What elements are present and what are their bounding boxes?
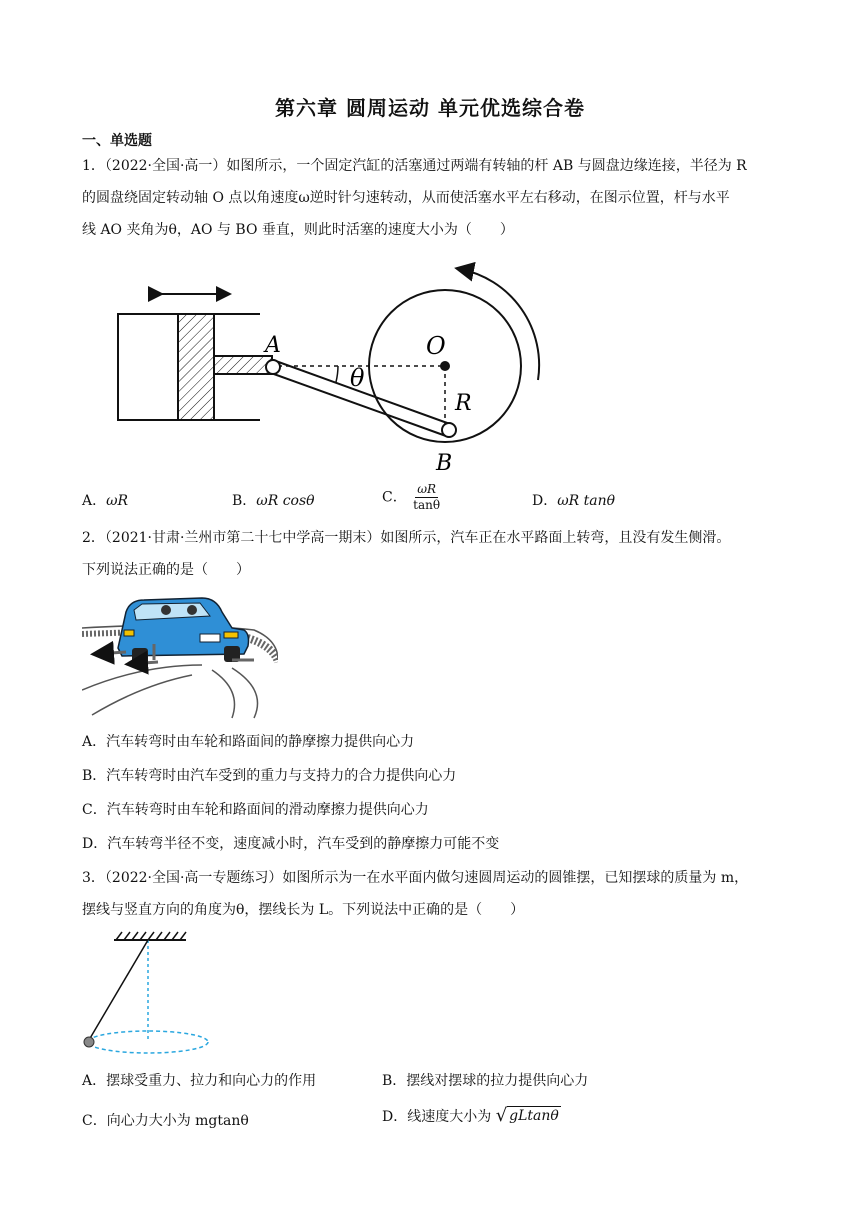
option-c: C．向心力大小为 mgtanθ (82, 1113, 249, 1129)
option-a: A．汽车转弯时由车轮和路面间的静摩擦力提供向心力 (82, 734, 415, 750)
option-a: A．摆球受重力、拉力和向心力的作用 (82, 1073, 317, 1089)
option-b-text: ωR cosθ (256, 493, 315, 509)
question-3-line: 摆线与竖直方向的角度为θ，摆线长为 L。下列说法中正确的是（ ） (82, 902, 525, 918)
option-c: C．汽车转弯时由车轮和路面间的滑动摩擦力提供向心力 (82, 802, 429, 818)
question-2-text (82, 522, 782, 586)
option-d: D．汽车转弯半径不变，速度减小时，汽车受到的静摩擦力可能不变 (82, 836, 500, 852)
option-d-label: D． (532, 493, 558, 509)
question-2-line: 2．（2021·甘肃·兰州市第二十七中学高一期末）如图所示，汽车正在水平路面上转弯，且没有发生侧滑。 (82, 530, 731, 546)
piston-disk-figure (110, 262, 550, 482)
conical-pendulum-figure (80, 930, 220, 1060)
label-b: B (436, 451, 453, 476)
car-turning-figure (82, 590, 278, 720)
question-2-line: 下列说法正确的是（ ） (82, 562, 250, 578)
option-d (382, 1106, 561, 1126)
question-3-text (82, 862, 782, 926)
option-c (382, 482, 442, 513)
sqrt-radicand: gLtanθ (509, 1108, 559, 1124)
section-heading: 一、单选题 (82, 133, 152, 149)
label-r: R (455, 391, 472, 416)
question-1-line: 1．（2022·全国·高一）如图所示，一个固定汽缸的活塞通过两端有转轴的杆 AB 与圆盘边缘连接，半径为 R (82, 158, 747, 174)
label-a: A (265, 333, 281, 358)
label-theta: θ (350, 364, 365, 392)
page-title: 第六章 圆周运动 单元优选综合卷 (275, 96, 585, 120)
question-1-text (82, 150, 782, 246)
option-b (232, 490, 315, 510)
option-a (82, 490, 128, 510)
sqrt-expression (496, 1106, 561, 1125)
fraction-numerator: ωR (417, 482, 437, 496)
option-a-text: ωR (106, 493, 129, 509)
option-c-label: C． (382, 489, 407, 506)
option-b: B．摆线对摆球的拉力提供向心力 (382, 1073, 589, 1089)
option-d-text: ωR tanθ (557, 493, 616, 509)
option-d (532, 490, 615, 510)
option-b: B．汽车转弯时由汽车受到的重力与支持力的合力提供向心力 (82, 768, 457, 784)
sqrt-sign-icon: √ (495, 1105, 508, 1126)
fraction-denominator: tanθ (413, 498, 441, 512)
question-3-line: 3．（2022·全国·高一专题练习）如图所示为一在水平面内做匀速圆周运动的圆锥摆，已知摆球的质量为 m， (82, 870, 749, 886)
option-b-label: B． (232, 493, 257, 509)
question-1-line: 线 AO 夹角为θ，AO 与 BO 垂直，则此时活塞的速度大小为（ ） (82, 222, 514, 238)
question-1-line: 的圆盘绕固定转动轴 O 点以角速度ω逆时针匀速转动，从而使活塞水平左右移动，在图示位置，杆与水平 (82, 190, 730, 206)
option-c-fraction (411, 482, 442, 513)
label-o: O (426, 332, 446, 360)
question-2-options (82, 726, 782, 862)
option-d-label: D．线速度大小为 (382, 1109, 492, 1125)
option-a-label: A． (82, 493, 107, 509)
